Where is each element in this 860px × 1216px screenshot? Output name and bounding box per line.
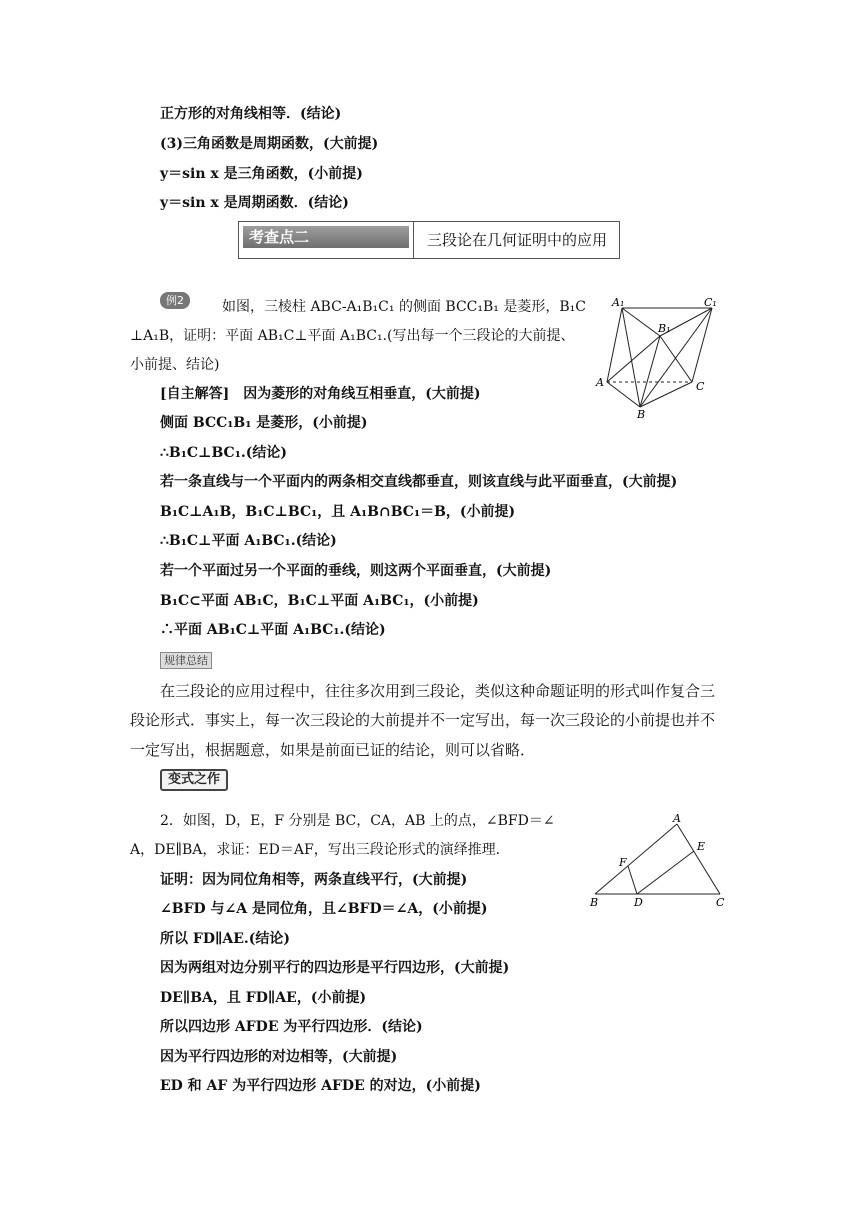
example-line: 小前提、结论)	[130, 357, 220, 373]
vertex-label: B₁	[658, 322, 671, 335]
problem-line: 2．如图，D，E，F 分别是 BC，CA，AB 上的点，∠BFD＝∠	[160, 813, 555, 829]
prism-figure	[592, 290, 732, 420]
proof-line: ED 和 AF 为平行四边形 AFDE 的对边，(小前提)	[160, 1078, 481, 1094]
variant-tag: 变式之作	[160, 769, 228, 791]
text-line: y＝sin x 是周期函数．(结论)	[160, 195, 349, 211]
vertex-label: D	[634, 896, 643, 909]
vertex-label: A₁	[612, 296, 625, 309]
text-line: (3)三角函数是周期函数，(大前提)	[160, 136, 379, 152]
vertex-label: C	[696, 380, 705, 393]
vertex-label: A	[596, 376, 604, 389]
example-line: ⊥A₁B，证明：平面 AB₁C⊥平面 A₁BC₁.(写出每一个三段论的大前提、	[130, 328, 575, 344]
vertex-label: B	[637, 408, 646, 420]
solution-line: B₁C⊥A₁B，B₁C⊥BC₁，且 A₁B∩BC₁＝B，(小前提)	[160, 504, 516, 520]
proof-line: 证明：因为同位角相等，两条直线平行，(大前提)	[160, 872, 468, 888]
proof-line: DE∥BA，且 FD∥AE，(小前提)	[160, 990, 367, 1006]
section-title: 三段论在几何证明中的应用	[427, 231, 608, 249]
triangle-figure	[585, 812, 735, 912]
vertex-label: A	[673, 812, 681, 825]
summary-line: 一定写出，根据题意，如果是前面已证的结论，则可以省略．	[130, 741, 536, 759]
vertex-label: E	[697, 840, 706, 853]
problem-line: A，DE∥BA，求证：ED＝AF，写出三段论形式的演绎推理．	[130, 842, 510, 858]
summary-tag: 规律总结	[160, 652, 212, 669]
summary-line: 段论形式．事实上，每一次三段论的大前提并不一定写出，每一次三段论的小前提也并不	[130, 711, 716, 729]
example-line: 如图，三棱柱 ABC-A₁B₁C₁ 的侧面 BCC₁B₁ 是菱形，B₁C	[222, 299, 586, 315]
example-tag: 例2	[160, 292, 190, 309]
proof-line: 所以 FD∥AE.(结论)	[160, 931, 291, 947]
solution-line: ∴B₁C⊥BC₁.(结论)	[160, 445, 287, 461]
solution-line: ∴平面 AB₁C⊥平面 A₁BC₁.(结论)	[160, 622, 386, 638]
solution-line: 若一条直线与一个平面内的两条相交直线都垂直，则该直线与此平面垂直，(大前提)	[160, 474, 678, 490]
text-line: y＝sin x 是三角函数，(小前提)	[160, 166, 363, 182]
section-badge: 考查点二	[243, 226, 409, 248]
text-line: 正方形的对角线相等．(结论)	[160, 106, 342, 122]
proof-line: ∠BFD 与∠A 是同位角，且∠BFD＝∠A，(小前提)	[160, 901, 488, 917]
vertex-label: C₁	[704, 296, 717, 309]
solution-line: 若一个平面过另一个平面的垂线，则这两个平面垂直，(大前提)	[160, 563, 552, 579]
vertex-label: B	[590, 896, 599, 909]
solution-line: B₁C⊂平面 AB₁C，B₁C⊥平面 A₁BC₁，(小前提)	[160, 593, 479, 609]
vertex-label: F	[619, 856, 627, 869]
solution-line: 侧面 BCC₁B₁ 是菱形，(小前提)	[160, 415, 368, 431]
vertex-label: C	[716, 896, 725, 909]
section-header	[238, 221, 620, 259]
summary-line: 在三段论的应用过程中，往往多次用到三段论，类似这种命题证明的形式叫作复合三	[160, 682, 716, 700]
solution-line: [自主解答] 因为菱形的对角线互相垂直，(大前提)	[160, 386, 481, 402]
section-divider	[413, 222, 414, 258]
proof-line: 因为两组对边分别平行的四边形是平行四边形，(大前提)	[160, 960, 510, 976]
proof-line: 因为平行四边形的对边相等，(大前提)	[160, 1049, 398, 1065]
solution-line: ∴B₁C⊥平面 A₁BC₁.(结论)	[160, 533, 337, 549]
proof-line: 所以四边形 AFDE 为平行四边形．(结论)	[160, 1019, 423, 1035]
